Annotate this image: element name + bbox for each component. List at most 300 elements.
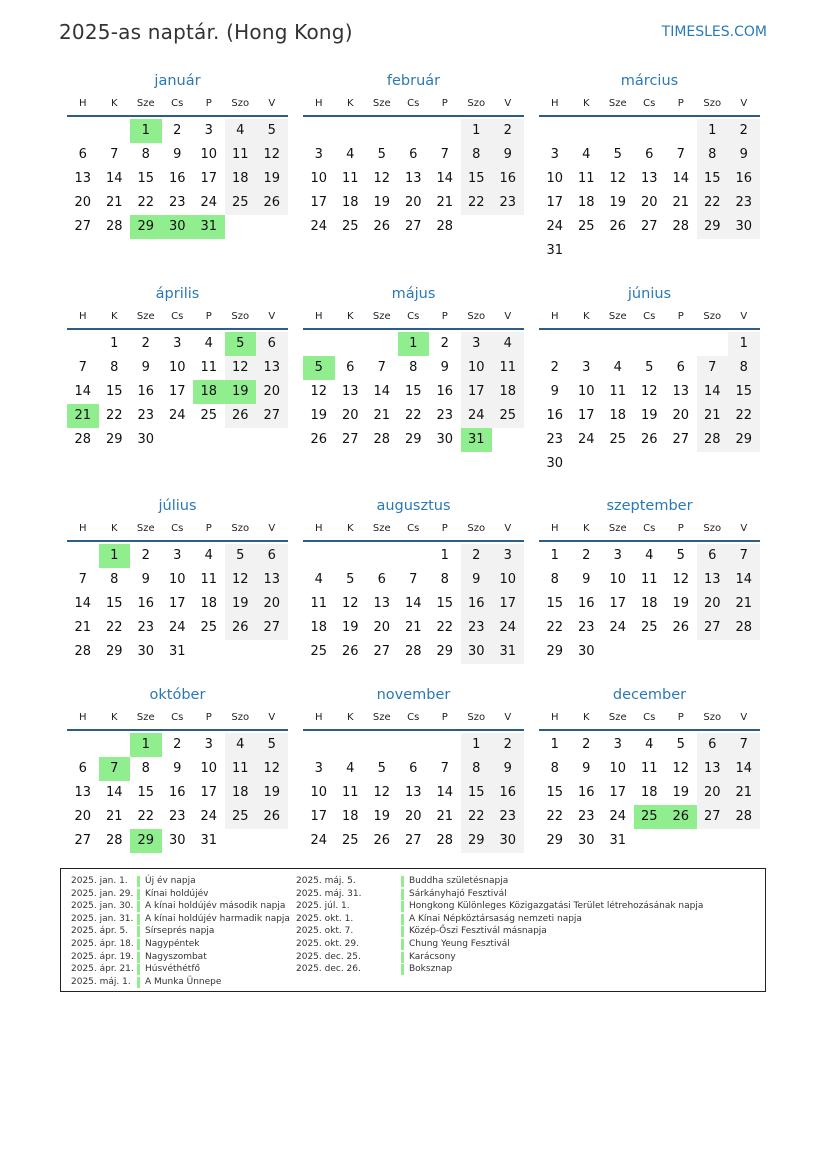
day-cell: 11 xyxy=(341,171,359,186)
day-cell: 30 xyxy=(577,644,595,659)
day-cell: 4 xyxy=(346,147,355,162)
day-cell: 19 xyxy=(256,167,288,191)
day-cell: 17 xyxy=(200,785,218,800)
day-cell: 4 xyxy=(314,572,323,587)
day-cell: 6 xyxy=(676,360,685,375)
weekday-header: Szo xyxy=(467,523,486,534)
holiday-marker xyxy=(137,914,140,925)
day-cell: 2 xyxy=(550,360,559,375)
day-cell: 3 xyxy=(582,360,591,375)
day-cell: 19 xyxy=(672,785,690,800)
day-cell: 4 xyxy=(204,336,213,351)
day-cell: 24 xyxy=(168,620,186,635)
day-cell: 6 xyxy=(78,761,87,776)
day-cell: 17 xyxy=(200,171,218,186)
month-header-rule xyxy=(539,540,760,542)
holiday-marker xyxy=(401,964,404,975)
day-cell: 30 xyxy=(162,215,194,239)
holiday-name: Nagypéntek xyxy=(145,939,200,949)
day-cell: 22 xyxy=(461,191,493,215)
weekday-header: Cs xyxy=(643,712,656,723)
weekday-header: K xyxy=(346,523,354,534)
day-cell: 20 xyxy=(256,380,288,404)
day-cell: 13 xyxy=(640,171,658,186)
day-cell: 15 xyxy=(436,596,454,611)
month-name: március xyxy=(620,73,679,89)
weekday-header: Cs xyxy=(407,523,420,534)
day-cell: 18 xyxy=(492,380,524,404)
day-cell: 26 xyxy=(373,219,391,234)
day-cell: 7 xyxy=(110,147,119,162)
day-cell: 4 xyxy=(346,761,355,776)
day-cell: 3 xyxy=(492,544,524,568)
day-cell: 19 xyxy=(225,592,257,616)
day-cell: 16 xyxy=(577,596,595,611)
day-cell: 9 xyxy=(550,384,559,399)
day-cell: 14 xyxy=(728,568,760,592)
day-cell: 31 xyxy=(193,215,225,239)
day-cell: 22 xyxy=(461,805,493,829)
day-cell: 2 xyxy=(141,548,150,563)
holiday-marker xyxy=(401,901,404,912)
day-cell: 18 xyxy=(640,596,658,611)
day-cell: 13 xyxy=(404,171,422,186)
day-cell: 14 xyxy=(404,596,422,611)
month-header-rule xyxy=(539,115,760,117)
day-cell: 19 xyxy=(225,380,257,404)
day-cell: 31 xyxy=(168,644,186,659)
weekday-header: K xyxy=(110,523,118,534)
holiday-date: 2025. okt. 29. xyxy=(296,939,359,949)
day-cell: 8 xyxy=(141,761,150,776)
day-cell: 28 xyxy=(672,219,690,234)
month-header-rule xyxy=(303,115,524,117)
month-header-rule xyxy=(303,729,524,731)
holiday-marker xyxy=(401,926,404,937)
weekday-header: V xyxy=(504,523,512,534)
day-cell: 26 xyxy=(665,805,697,829)
day-cell: 18 xyxy=(341,195,359,210)
holiday-marker xyxy=(401,952,404,963)
day-cell: 27 xyxy=(341,432,359,447)
day-cell: 20 xyxy=(74,195,92,210)
day-cell: 30 xyxy=(728,215,760,239)
holiday-name: Kínai holdújév xyxy=(145,888,209,899)
day-cell: 23 xyxy=(577,809,595,824)
day-cell: 18 xyxy=(225,167,257,191)
holiday-name: Chung Yeung Fesztivál xyxy=(409,939,510,949)
day-cell: 19 xyxy=(256,781,288,805)
day-cell: 28 xyxy=(436,219,454,234)
day-cell: 10 xyxy=(310,171,328,186)
day-cell: 25 xyxy=(341,833,359,848)
day-cell: 10 xyxy=(461,356,493,380)
day-cell: 30 xyxy=(492,829,524,853)
day-cell: 15 xyxy=(728,380,760,404)
day-cell: 23 xyxy=(168,809,186,824)
day-cell: 12 xyxy=(256,143,288,167)
day-cell: 10 xyxy=(577,384,595,399)
day-cell: 25 xyxy=(200,620,218,635)
day-cell: 8 xyxy=(697,143,729,167)
day-cell: 30 xyxy=(168,833,186,848)
day-cell: 21 xyxy=(74,620,92,635)
day-cell: 7 xyxy=(409,572,418,587)
day-cell: 3 xyxy=(173,336,182,351)
day-cell: 26 xyxy=(310,432,328,447)
day-cell: 11 xyxy=(225,757,257,781)
weekday-header: Szo xyxy=(231,98,250,109)
day-cell: 10 xyxy=(609,572,627,587)
day-cell: 11 xyxy=(200,572,218,587)
day-cell: 8 xyxy=(110,360,119,375)
holiday-date: 2025. máj. 5. xyxy=(296,876,356,886)
day-cell: 26 xyxy=(373,833,391,848)
holiday-name: Boksznap xyxy=(409,964,453,975)
day-cell: 14 xyxy=(74,384,92,399)
day-cell: 1 xyxy=(461,733,493,757)
day-cell: 25 xyxy=(310,644,328,659)
day-cell: 27 xyxy=(697,805,729,829)
day-cell: 22 xyxy=(697,191,729,215)
day-cell: 13 xyxy=(697,757,729,781)
day-cell: 27 xyxy=(404,833,422,848)
day-cell: 12 xyxy=(609,171,627,186)
day-cell: 23 xyxy=(137,620,155,635)
weekday-header: P xyxy=(205,712,212,723)
day-cell: 20 xyxy=(404,809,422,824)
day-cell: 29 xyxy=(728,428,760,452)
day-cell: 7 xyxy=(728,733,760,757)
day-cell: 7 xyxy=(99,757,131,781)
day-cell: 15 xyxy=(461,781,493,805)
day-cell: 24 xyxy=(577,432,595,447)
weekday-header: Sze xyxy=(372,523,391,534)
day-cell: 28 xyxy=(728,616,760,640)
holiday-name: Sárkányhajó Fesztivál xyxy=(409,888,507,899)
holiday-name: Új év napja xyxy=(145,876,196,886)
day-cell: 15 xyxy=(461,167,493,191)
day-cell: 4 xyxy=(582,147,591,162)
day-cell: 26 xyxy=(341,644,359,659)
day-cell: 15 xyxy=(137,785,155,800)
day-cell: 3 xyxy=(613,737,622,752)
month-header-rule xyxy=(67,540,288,542)
day-cell: 16 xyxy=(168,785,186,800)
day-cell: 4 xyxy=(613,360,622,375)
month-name: június xyxy=(627,286,672,302)
day-cell: 9 xyxy=(173,147,182,162)
day-cell: 24 xyxy=(609,620,627,635)
day-cell: 21 xyxy=(728,781,760,805)
day-cell: 19 xyxy=(373,809,391,824)
weekday-header: H xyxy=(314,98,323,109)
day-cell: 20 xyxy=(697,592,729,616)
day-cell: 26 xyxy=(256,191,288,215)
day-cell: 25 xyxy=(225,191,257,215)
day-cell: 13 xyxy=(74,785,92,800)
day-cell: 8 xyxy=(110,572,119,587)
day-cell: 2 xyxy=(461,544,493,568)
day-cell: 6 xyxy=(346,360,355,375)
day-cell: 11 xyxy=(640,572,658,587)
holiday-date: 2025. ápr. 21. xyxy=(71,964,134,975)
day-cell: 30 xyxy=(137,432,155,447)
weekday-header: Cs xyxy=(171,311,184,322)
day-cell: 12 xyxy=(672,572,690,587)
day-cell: 17 xyxy=(546,195,564,210)
weekday-header: Sze xyxy=(136,98,155,109)
day-cell: 1 xyxy=(440,548,449,563)
holiday-date: 2025. jan. 30. xyxy=(71,901,134,912)
day-cell: 18 xyxy=(225,781,257,805)
day-cell: 23 xyxy=(492,191,524,215)
holiday-name: Buddha születésnapja xyxy=(409,876,509,886)
day-cell: 21 xyxy=(697,404,729,428)
day-cell: 22 xyxy=(137,195,155,210)
weekday-header: Szo xyxy=(231,311,250,322)
day-cell: 26 xyxy=(672,620,690,635)
day-cell: 24 xyxy=(310,833,328,848)
day-cell: 26 xyxy=(609,219,627,234)
day-cell: 8 xyxy=(461,143,493,167)
weekday-header: V xyxy=(740,523,748,534)
day-cell: 29 xyxy=(436,644,454,659)
day-cell: 9 xyxy=(440,360,449,375)
day-cell: 1 xyxy=(110,336,119,351)
brand-link[interactable]: TIMESLES.COM xyxy=(661,24,767,40)
weekday-header: H xyxy=(78,98,87,109)
month-header-rule xyxy=(303,328,524,330)
day-cell: 31 xyxy=(609,833,627,848)
holiday-name: A Munka Ünnepe xyxy=(145,976,222,987)
day-cell: 21 xyxy=(67,404,99,428)
holiday-date: 2025. ápr. 19. xyxy=(71,951,134,962)
day-cell: 2 xyxy=(582,548,591,563)
day-cell: 14 xyxy=(672,171,690,186)
day-cell: 17 xyxy=(609,785,627,800)
weekday-header: V xyxy=(504,712,512,723)
day-cell: 14 xyxy=(74,596,92,611)
day-cell: 12 xyxy=(225,568,257,592)
day-cell: 5 xyxy=(377,761,386,776)
day-cell: 3 xyxy=(204,123,213,138)
day-cell: 4 xyxy=(645,737,654,752)
day-cell: 19 xyxy=(609,195,627,210)
day-cell: 18 xyxy=(310,620,328,635)
weekday-header: P xyxy=(677,311,684,322)
day-cell: 30 xyxy=(436,432,454,447)
day-cell: 4 xyxy=(204,548,213,563)
weekday-header: Cs xyxy=(407,311,420,322)
day-cell: 18 xyxy=(200,596,218,611)
weekday-header: H xyxy=(314,311,323,322)
day-cell: 21 xyxy=(672,195,690,210)
day-cell: 10 xyxy=(168,572,186,587)
day-cell: 27 xyxy=(74,219,92,234)
day-cell: 4 xyxy=(225,119,257,143)
day-cell: 12 xyxy=(256,757,288,781)
day-cell: 9 xyxy=(461,568,493,592)
day-cell: 8 xyxy=(461,757,493,781)
day-cell: 6 xyxy=(409,761,418,776)
weekday-header: H xyxy=(78,311,87,322)
weekday-header: Szo xyxy=(703,311,722,322)
day-cell: 26 xyxy=(225,616,257,640)
weekday-header: P xyxy=(205,98,212,109)
holiday-marker xyxy=(137,901,140,912)
day-cell: 16 xyxy=(461,592,493,616)
month-header-rule xyxy=(539,328,760,330)
day-cell: 17 xyxy=(461,380,493,404)
month-header-rule xyxy=(67,115,288,117)
holiday-marker xyxy=(137,939,140,950)
holiday-date: 2025. okt. 7. xyxy=(296,926,354,937)
weekday-header: K xyxy=(582,98,590,109)
day-cell: 17 xyxy=(609,596,627,611)
day-cell: 8 xyxy=(141,147,150,162)
day-cell: 7 xyxy=(78,360,87,375)
day-cell: 19 xyxy=(341,620,359,635)
day-cell: 13 xyxy=(373,596,391,611)
day-cell: 15 xyxy=(137,171,155,186)
day-cell: 13 xyxy=(697,568,729,592)
weekday-header: H xyxy=(314,523,323,534)
holiday-marker xyxy=(137,952,140,963)
day-cell: 20 xyxy=(697,781,729,805)
day-cell: 22 xyxy=(105,620,123,635)
day-cell: 30 xyxy=(577,833,595,848)
day-cell: 13 xyxy=(404,785,422,800)
day-cell: 11 xyxy=(492,356,524,380)
day-cell: 20 xyxy=(341,408,359,423)
day-cell: 25 xyxy=(200,408,218,423)
day-cell: 28 xyxy=(74,644,92,659)
weekday-header: Szo xyxy=(703,98,722,109)
day-cell: 23 xyxy=(728,191,760,215)
weekday-header: P xyxy=(677,523,684,534)
day-cell: 21 xyxy=(105,809,123,824)
weekday-header: P xyxy=(677,712,684,723)
day-cell: 18 xyxy=(609,408,627,423)
day-cell: 29 xyxy=(697,215,729,239)
day-cell: 17 xyxy=(168,596,186,611)
day-cell: 27 xyxy=(697,616,729,640)
day-cell: 22 xyxy=(137,809,155,824)
holiday-name: Karácsony xyxy=(409,951,456,962)
weekday-header: Cs xyxy=(407,712,420,723)
weekday-header: V xyxy=(268,523,276,534)
weekday-header: Cs xyxy=(643,98,656,109)
day-cell: 31 xyxy=(492,640,524,664)
holiday-marker xyxy=(401,914,404,925)
day-cell: 31 xyxy=(461,428,493,452)
day-cell: 4 xyxy=(225,733,257,757)
day-cell: 14 xyxy=(436,785,454,800)
day-cell: 2 xyxy=(141,336,150,351)
day-cell: 30 xyxy=(137,644,155,659)
day-cell: 11 xyxy=(341,785,359,800)
day-cell: 28 xyxy=(74,432,92,447)
weekday-header: Cs xyxy=(643,311,656,322)
weekday-header: P xyxy=(677,98,684,109)
weekday-header: Cs xyxy=(171,98,184,109)
day-cell: 13 xyxy=(256,356,288,380)
day-cell: 10 xyxy=(492,568,524,592)
day-cell: 3 xyxy=(550,147,559,162)
weekday-header: Sze xyxy=(608,523,627,534)
day-cell: 21 xyxy=(373,408,391,423)
day-cell: 6 xyxy=(256,332,288,356)
day-cell: 27 xyxy=(672,432,690,447)
day-cell: 7 xyxy=(697,356,729,380)
day-cell: 14 xyxy=(697,380,729,404)
day-cell: 22 xyxy=(728,404,760,428)
day-cell: 3 xyxy=(613,548,622,563)
day-cell: 4 xyxy=(492,332,524,356)
weekday-header: Sze xyxy=(608,311,627,322)
day-cell: 15 xyxy=(546,785,564,800)
holiday-date: 2025. ápr. 5. xyxy=(71,926,129,937)
day-cell: 2 xyxy=(582,737,591,752)
month-name: május xyxy=(391,286,436,302)
month-name: december xyxy=(612,687,687,703)
day-cell: 10 xyxy=(546,171,564,186)
day-cell: 9 xyxy=(492,757,524,781)
day-cell: 31 xyxy=(200,833,218,848)
day-cell: 25 xyxy=(225,805,257,829)
weekday-header: P xyxy=(205,311,212,322)
day-cell: 3 xyxy=(461,332,493,356)
weekday-header: H xyxy=(78,712,87,723)
day-cell: 25 xyxy=(609,432,627,447)
day-cell: 28 xyxy=(436,833,454,848)
day-cell: 18 xyxy=(341,809,359,824)
day-cell: 9 xyxy=(728,143,760,167)
day-cell: 5 xyxy=(225,332,257,356)
day-cell: 22 xyxy=(436,620,454,635)
day-cell: 27 xyxy=(256,404,288,428)
day-cell: 20 xyxy=(640,195,658,210)
day-cell: 28 xyxy=(373,432,391,447)
weekday-header: Sze xyxy=(608,712,627,723)
day-cell: 5 xyxy=(256,733,288,757)
day-cell: 14 xyxy=(436,171,454,186)
day-cell: 29 xyxy=(105,432,123,447)
day-cell: 26 xyxy=(225,404,257,428)
weekday-header: H xyxy=(78,523,87,534)
day-cell: 25 xyxy=(640,620,658,635)
day-cell: 26 xyxy=(256,805,288,829)
month-name: január xyxy=(154,73,201,89)
weekday-header: K xyxy=(110,98,118,109)
month-header-rule xyxy=(303,540,524,542)
holiday-name: A kínai holdújév második napja xyxy=(145,901,286,912)
day-cell: 8 xyxy=(550,761,559,776)
weekday-header: V xyxy=(740,98,748,109)
day-cell: 15 xyxy=(105,384,123,399)
weekday-header: K xyxy=(582,523,590,534)
day-cell: 5 xyxy=(377,147,386,162)
day-cell: 15 xyxy=(404,384,422,399)
weekday-header: Sze xyxy=(136,311,155,322)
weekday-header: Cs xyxy=(171,523,184,534)
day-cell: 24 xyxy=(168,408,186,423)
day-cell: 27 xyxy=(74,833,92,848)
day-cell: 23 xyxy=(546,432,564,447)
weekday-header: K xyxy=(346,311,354,322)
day-cell: 29 xyxy=(404,432,422,447)
